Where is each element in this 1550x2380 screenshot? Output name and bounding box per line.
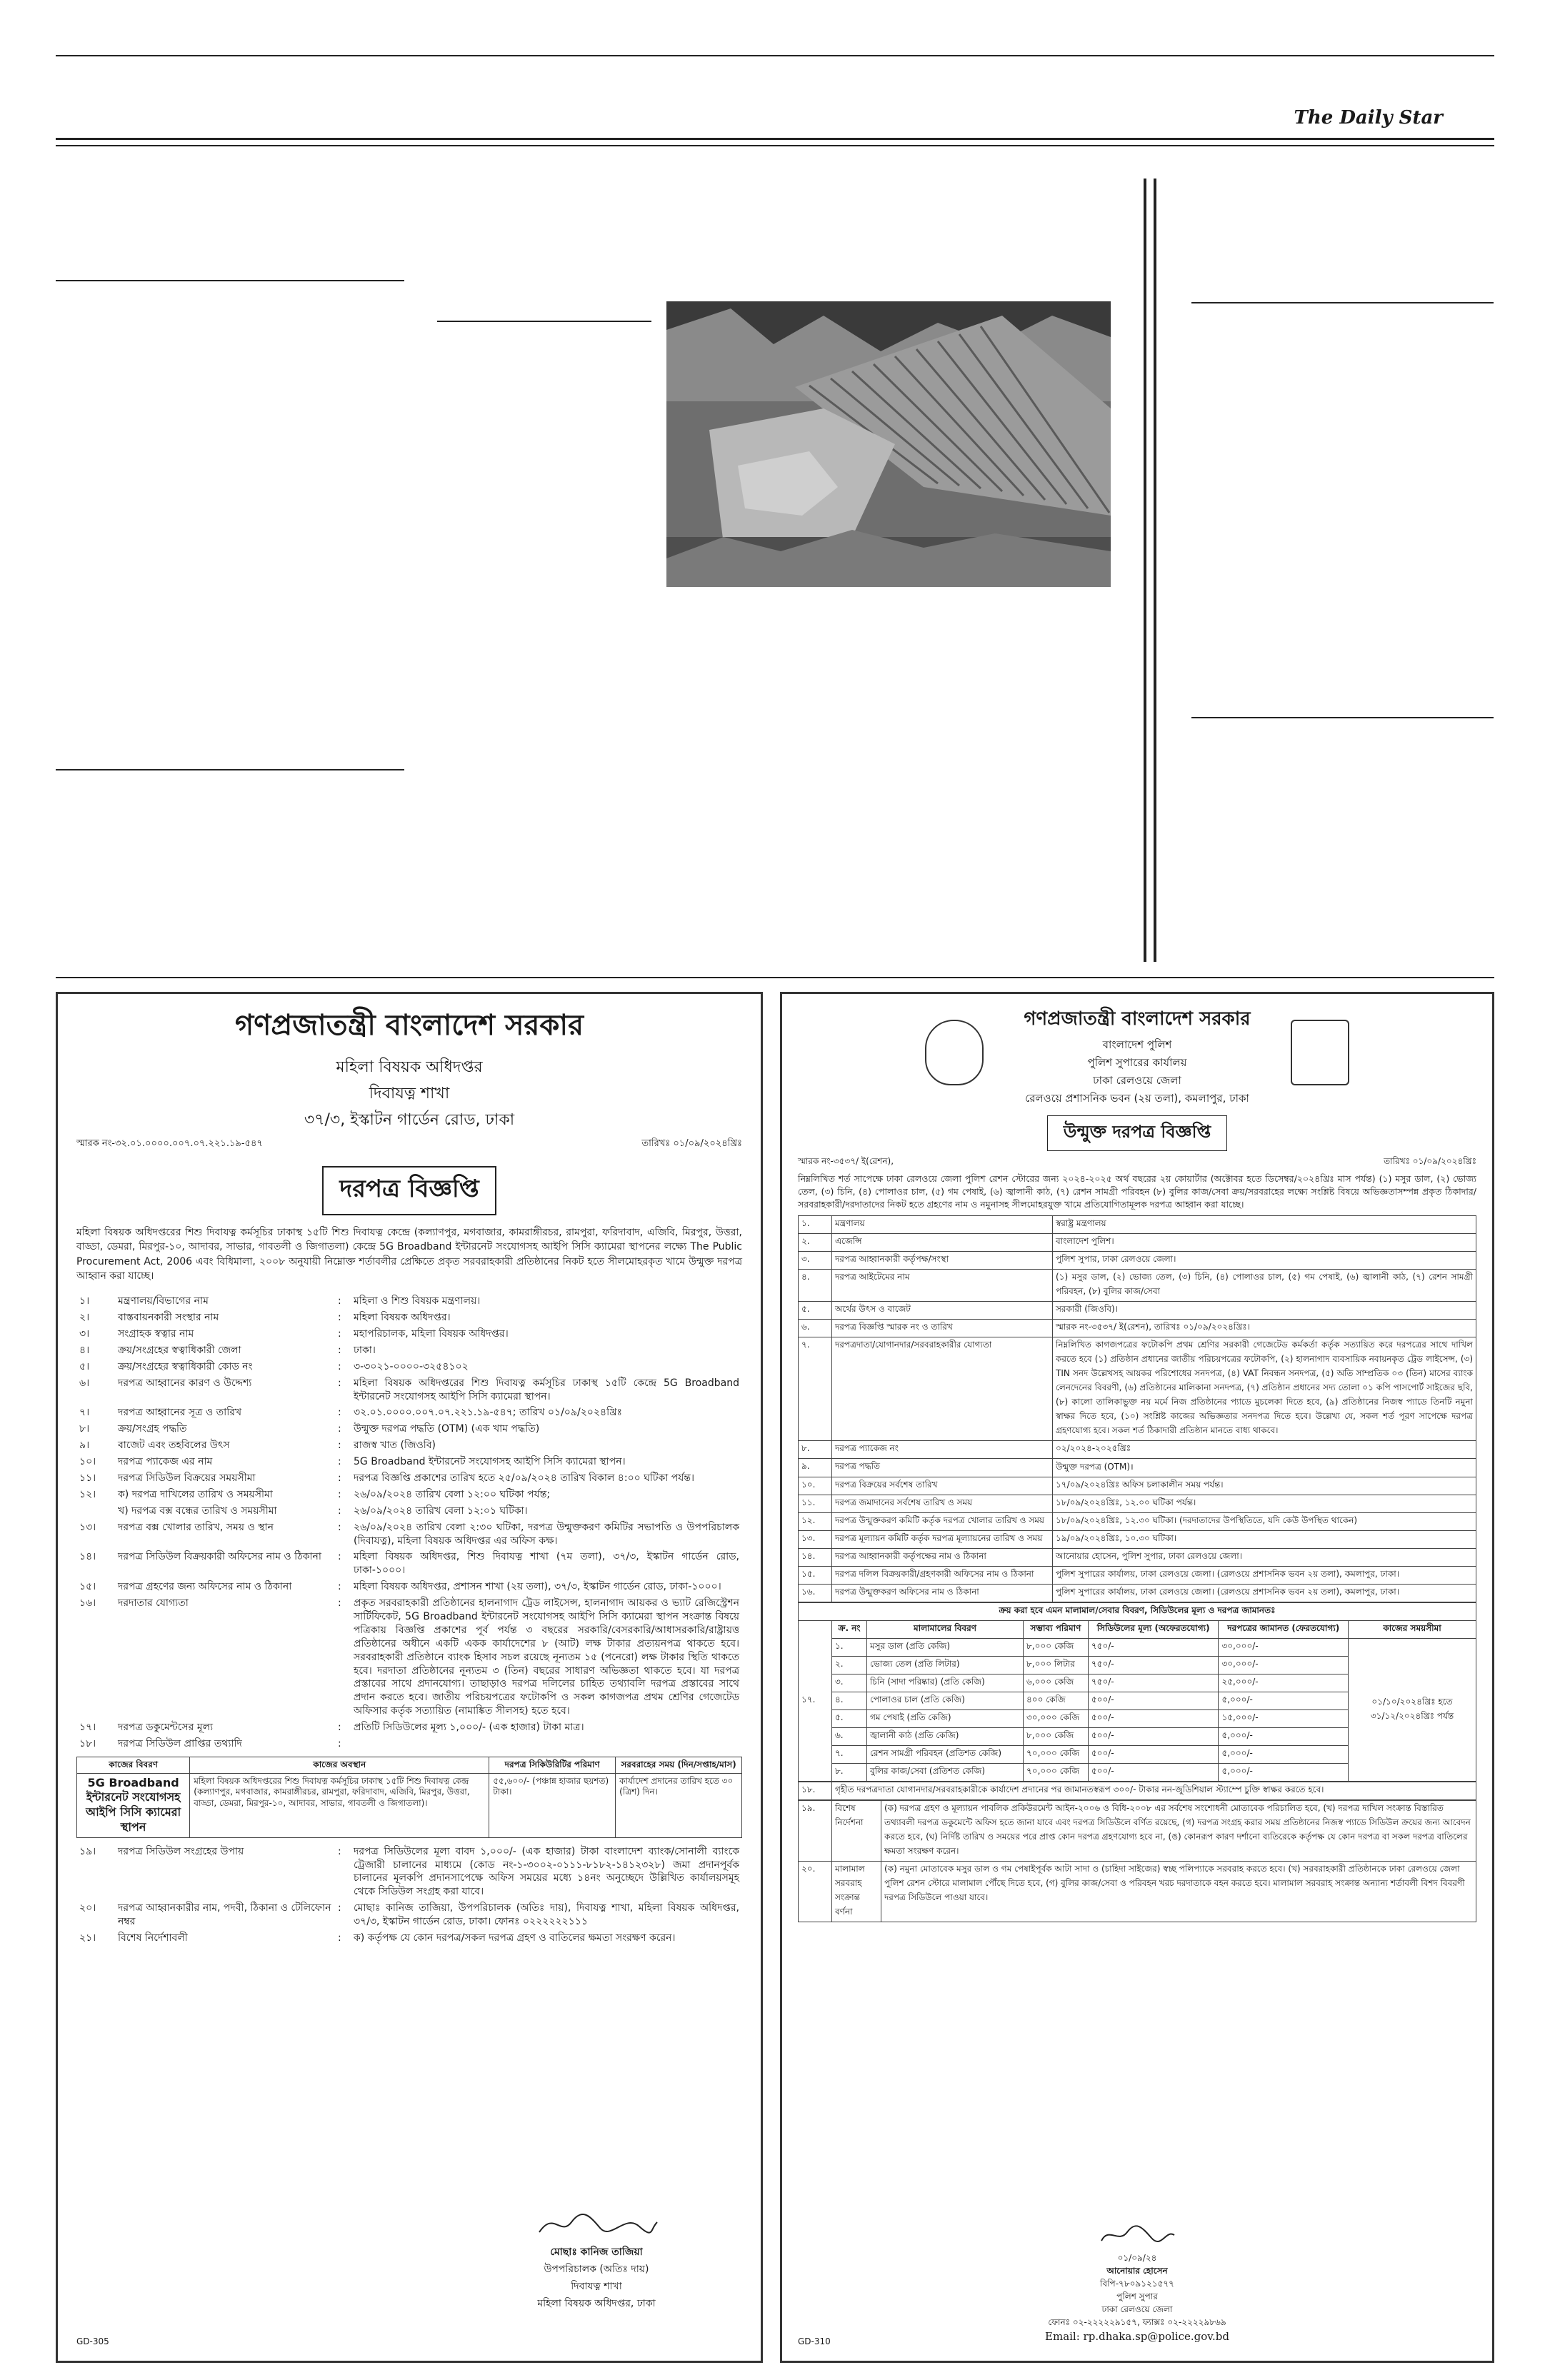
- term-row: [76, 1844, 742, 1901]
- term-key: দরপত্র আহ্বানকারী কর্তৃপক্ষের নাম ও ঠিকানা: [832, 1549, 1053, 1567]
- work-time: কার্যাদেশ প্রদানের তারিখ হতে ৩০ (ত্রিশ) দিন।: [616, 1773, 742, 1837]
- notice2-gd: GD-310: [798, 2336, 831, 2346]
- term-value: উন্মুক্ত দরপত্র পদ্ধতি (OTM) (এক খাম পদ্ধতি): [354, 1423, 540, 1435]
- term-number: ২।: [79, 1312, 90, 1324]
- term-row: [799, 1477, 1476, 1495]
- row19-number: ১৯.: [799, 1801, 832, 1862]
- notice2-terms-table-2: [798, 1782, 1476, 1800]
- row20-text: (ক) নমুনা মোতাবেক মসুর ডাল ও গম পেষাইপূর্বক আটা সাদা ও (চাহিদা সাইজের) স্বচ্ছ পলিপ্যাকে সরবরাহ করতে হবে। (খ) সরবরাহকারী প্রতিষ্ঠানকে ঢাকা রেলওয়ে জেলা পুলিশ রেশন স্টোরে মালামাল পৌঁছে দিতে হবে, (গ) বুলির কাজ/সেবা ও পরিবহন খরচ দরদাতাকে বহন করতে হবে। মালামাল সরবরাহ সংক্রান্ত অন্যান্য শর্তাবলী বিশদ বিবরণী দরপত্র সিডিউলে পাওয়া যাবে।: [881, 1862, 1476, 1922]
- term-value: রাজস্ব খাত (জিওবি): [354, 1440, 436, 1452]
- term-row: [76, 1405, 742, 1421]
- notice2-memo: স্মারক নং-৩৫৩৭/ ই(রেশন),: [798, 1156, 894, 1166]
- items-caption: ক্রয় করা হবে এমন মালামাল/সেবার বিবরণ, সিডিউলের মূল্য ও দরপত্র জামানতঃ: [799, 1603, 1476, 1621]
- term-number: ১১।: [79, 1472, 96, 1484]
- term-number: ২০।: [79, 1902, 96, 1914]
- work-header-location: কাজের অবস্থান: [190, 1757, 489, 1773]
- term-number: ৬.: [799, 1320, 832, 1337]
- term-colon: :: [338, 1344, 341, 1356]
- header-rule-1: [56, 138, 1494, 140]
- item-cell: পোলাওর চাল (প্রতি কেজি): [867, 1692, 1024, 1710]
- items-header-desc: মালামালের বিবরণ: [867, 1621, 1024, 1639]
- items-header-period: কাজের সময়সীমা: [1349, 1621, 1476, 1639]
- items-header-price: সিডিউলের মূল্য (অফেরতযোগ্য): [1088, 1621, 1219, 1639]
- term-row: [76, 1503, 742, 1520]
- notice2-address: রেলওয়ে প্রশাসনিক ভবন (২য় তলা), কমলাপুর, ঢাকা: [1025, 1092, 1249, 1105]
- term-colon: :: [338, 1377, 341, 1389]
- term-key: দরদাতার যোগ্যতা: [118, 1597, 189, 1610]
- term-number: ১৫।: [79, 1581, 96, 1593]
- term-value: ২৬/০৯/২০২৪ তারিখ বেলা ১২:০০ ঘটিকা পর্যন্ত;: [354, 1488, 551, 1500]
- term-key: ক্রয়/সংগ্রহের স্বত্বাধিকারী জেলা: [118, 1344, 241, 1356]
- term-number: ৮।: [79, 1423, 90, 1435]
- work-desc: 5G Broadband ইন্টারনেট সংযোগসহ আইপি সিসি ক্যামেরা স্থাপন: [77, 1773, 190, 1837]
- term-value: মহাপরিচালক, মহিলা বিষয়ক অধিদপ্তর।: [354, 1327, 509, 1340]
- term-key: দরপত্র ডকুমেন্টসের মূল্য: [118, 1722, 214, 1734]
- item-cell: ৫০০/-: [1088, 1692, 1219, 1710]
- term-key: ক্রয়/সংগ্রহের স্বত্বাধিকারী কোড নং: [118, 1360, 253, 1372]
- term-key: খ) দরপত্র বক্স বন্ধের তারিখ ও সময়সীমা: [118, 1505, 277, 1517]
- row17-number: ১৭.: [799, 1621, 832, 1782]
- term-row: [76, 1293, 742, 1310]
- item-cell: চিনি (সাদা পরিষ্কার) (প্রতি কেজি): [867, 1674, 1024, 1692]
- item-cell: ৭০,০০০ কেজি: [1024, 1764, 1089, 1782]
- item-cell: ৭৫০/-: [1088, 1657, 1219, 1674]
- vertical-rule-1: [1144, 179, 1146, 962]
- notice2-sig-bp: বিপি-৭৮০৯১২১৫৭৭: [1100, 2279, 1174, 2289]
- term-number: ১৩।: [79, 1521, 96, 1533]
- term-number: ১৭।: [79, 1722, 96, 1734]
- item-cell: ২৫,০০০/-: [1219, 1674, 1349, 1692]
- item-cell: ৩০,০০০/-: [1219, 1639, 1349, 1657]
- item-cell: ৪.: [832, 1692, 867, 1710]
- item-cell: ৮,০০০ কেজি: [1024, 1728, 1089, 1746]
- tender-notice-women-affairs: [56, 992, 763, 2363]
- term-number: ৭.: [799, 1337, 832, 1441]
- term-number: ৫.: [799, 1302, 832, 1320]
- item-cell: ৫,০০০/-: [1219, 1692, 1349, 1710]
- term-colon: :: [338, 1472, 341, 1484]
- row20-key: মালামাল সরবরাহ সংক্রান্ত বর্ণনা: [832, 1862, 881, 1922]
- term-number: ১.: [799, 1216, 832, 1234]
- term-value: পুলিশ সুপারের কার্যালয়, ঢাকা রেলওয়ে জেলা। (রেলওয়ে প্রশাসনিক ভবন ২য় তলা), কমলাপুর, ঢাকা।: [1053, 1567, 1476, 1585]
- notice2-sig-name: আনোয়ার হোসেন: [1106, 2266, 1168, 2276]
- notice2-sig-date: ০১/০৯/২৪: [1117, 2253, 1157, 2263]
- term-number: ২১।: [79, 1932, 96, 1944]
- term-row: [76, 1930, 742, 1947]
- term-row: [76, 1454, 742, 1470]
- row19-key: বিশেষ নির্দেশনা: [832, 1801, 881, 1862]
- item-cell: ৫.: [832, 1710, 867, 1728]
- item-cell: ৫,০০০/-: [1219, 1728, 1349, 1746]
- term-key: দরপত্র উন্মুক্তকরণ কমিটি কর্তৃক দরপত্র খোলার তারিখ ও সময়: [832, 1513, 1053, 1531]
- items-header-security: দরপত্রের জামানত (ফেরতযোগ্য): [1219, 1621, 1349, 1639]
- term-value: দরপত্র সিডিউলের মূল্য বাবদ ১,০০০/- (এক হাজার) টাকা বাংলাদেশ ব্যাংক/সোনালী ব্যাংকে ট্রেজারী চালানের মাধ্যমে (কোড নং-১-৩০০২-০১১১-৮১৮২-১৪১২৩২৮) জমা প্রদানপূর্বক চালানের মূলকপি প্রদানসাপেক্ষে অফিস সময়ের মধ্যে ১৪নং অনুচ্ছেদে উল্লিখিত কার্যালয়সমূহ থেকে সিডিউল সংগ্রহ করা যাবে।: [354, 1845, 739, 1898]
- term-row: [76, 1437, 742, 1454]
- term-number: ১৪.: [799, 1549, 832, 1567]
- notice1-memo: স্মারক নং-৩২.০১.০০০০.০০৭.০৭.২২১.১৯-৫৪৭: [76, 1138, 263, 1149]
- term-colon: :: [338, 1845, 341, 1857]
- term-row: [76, 1900, 742, 1930]
- term-key: দরপত্র সিডিউল বিক্রয়ের সময়সীমা: [118, 1472, 256, 1484]
- term-colon: :: [338, 1902, 341, 1914]
- term-number: ৫।: [79, 1360, 90, 1372]
- term-row: [76, 1719, 742, 1736]
- notice1-govt: গণপ্রজাতন্ত্রী বাংলাদেশ সরকার: [235, 1009, 584, 1042]
- notice1-terms-table-2: [76, 1844, 742, 1947]
- term-key: দরপত্র জমাদানের সর্বশেষ তারিখ ও সময়: [832, 1495, 1053, 1513]
- term-row: [76, 1375, 742, 1405]
- term-value: মহিলা ও শিশু বিষয়ক মন্ত্রণালয়।: [354, 1295, 481, 1307]
- term-colon: :: [338, 1440, 341, 1452]
- term-colon: :: [338, 1738, 341, 1750]
- work-header-time: সরবরাহের সময় (দিন/সপ্তাহ/মাস): [616, 1757, 742, 1773]
- term-number: ১।: [79, 1295, 90, 1307]
- item-cell: ১.: [832, 1639, 867, 1657]
- term-key: দরপত্রদাতা/যোগানদার/সরবরাহকারীর যোগ্যতা: [832, 1337, 1053, 1441]
- item-cell: ৪০০ কেজি: [1024, 1692, 1089, 1710]
- term-row: [76, 1549, 742, 1579]
- term-key: দরপত্র প্যাকেজ এর নাম: [118, 1456, 213, 1468]
- term-key: মন্ত্রণালয়: [832, 1216, 1053, 1234]
- term-value: স্মারক নং-৩৫৩৭/ ই(রেশন), তারিখঃ ০১/০৯/২০২৪খ্রিঃ।: [1053, 1320, 1476, 1337]
- notice2-sig-title: পুলিশ সুপার: [1116, 2291, 1158, 2301]
- notice1-work-table: [76, 1757, 742, 1838]
- term-key: ক্রয়/সংগ্রহ পদ্ধতি: [118, 1423, 187, 1435]
- term-number: ৭।: [79, 1407, 90, 1419]
- item-cell: রেশন সামগ্রী পরিবহন (প্রতিশত কেজি): [867, 1746, 1024, 1764]
- notice2-terms-table: [798, 1215, 1476, 1602]
- term-value: স্বরাষ্ট্র মন্ত্রণালয়: [1053, 1216, 1476, 1234]
- top-rule: [56, 55, 1494, 56]
- item-cell: ৭৫০/-: [1088, 1639, 1219, 1657]
- term-number: ১৮।: [79, 1738, 96, 1750]
- notice1-sig-title1: উপপরিচালক (অতিঃ দায়): [544, 2264, 649, 2275]
- term-value: মহিলা বিষয়ক অধিদপ্তরের শিশু দিবাযত্ন কর্মসূচির ঢাকাস্থ ১৫টি কেন্দ্রে 5G Broadband ইন্টারনেট সংযোগসহ আইপি সিসি ক্যামেরা স্থাপন।: [354, 1377, 739, 1402]
- term-row: [799, 1320, 1476, 1337]
- term-value: ৩-৩০২১-০০০০-৩২৫৪১০২: [354, 1360, 469, 1372]
- term-number: ১২.: [799, 1513, 832, 1531]
- item-cell: ১৫,০০০/-: [1219, 1710, 1349, 1728]
- term-number: ১০.: [799, 1477, 832, 1495]
- item-cell: গম পেষাই (প্রতি কেজি): [867, 1710, 1024, 1728]
- term-value: সরকারী (জিওবি)।: [1053, 1302, 1476, 1320]
- term-value: ঢাকা।: [354, 1344, 376, 1356]
- term-value: মহিলা বিষয়ক অধিদপ্তর।: [354, 1312, 451, 1324]
- term-key: দরপত্র আহ্বানের কারণ ও উদ্দেশ্য: [118, 1377, 252, 1389]
- term-key: বিশেষ নির্দেশাবলী: [118, 1932, 188, 1944]
- term-colon: :: [338, 1521, 341, 1533]
- term-row: [76, 1470, 742, 1487]
- term-colon: :: [338, 1407, 341, 1419]
- news-photo: [666, 301, 1111, 587]
- term-number: ৪.: [799, 1270, 832, 1302]
- term-row: [799, 1495, 1476, 1513]
- term-row: [76, 1342, 742, 1359]
- term-row: [799, 1270, 1476, 1302]
- railway-police-emblem-icon: [1291, 1020, 1349, 1085]
- item-cell: ৩.: [832, 1674, 867, 1692]
- notice2-date: তারিখঃ ০১/০৯/২০২৪খ্রিঃ: [1384, 1156, 1476, 1166]
- term-colon: :: [338, 1488, 341, 1500]
- notice1-gd: GD-305: [76, 2336, 109, 2346]
- term-row: [799, 1337, 1476, 1441]
- term-value: ০২/২০২৪-২০২৫খ্রিঃ: [1053, 1441, 1476, 1459]
- item-cell: ৫,০০০/-: [1219, 1746, 1349, 1764]
- item-row: [799, 1639, 1476, 1657]
- notice1-branch: দিবাযত্ন শাখা: [369, 1085, 450, 1103]
- term-number: ৩.: [799, 1252, 832, 1270]
- term-number: ১৬।: [79, 1597, 96, 1610]
- term-row: [76, 1487, 742, 1503]
- term-row: [799, 1252, 1476, 1270]
- term-number: ১৫.: [799, 1567, 832, 1585]
- item-cell: ৬,০০০ কেজি: [1024, 1674, 1089, 1692]
- term-key: বাস্তবায়নকারী সংস্থার নাম: [118, 1312, 219, 1324]
- notice2-govt: গণপ্রজাতন্ত্রী বাংলাদেশ সরকার: [1024, 1008, 1251, 1030]
- term-key: দরপত্র মূল্যায়ন কমিটি কর্তৃক দরপত্র মূল্যায়নের তারিখ ও সময়: [832, 1531, 1053, 1549]
- term-row: [799, 1585, 1476, 1602]
- term-key: দরপত্র বিক্রয়ের সর্বশেষ তারিখ: [832, 1477, 1053, 1495]
- term-key: এজেন্সি: [832, 1234, 1053, 1252]
- term-value: ১৮/০৯/২০২৪খ্রিঃ, ১২.০০ ঘটিকা পর্যন্ত।: [1053, 1495, 1476, 1513]
- row18-number: ১৮.: [799, 1782, 832, 1800]
- notice2-office: পুলিশ সুপারের কার্যালয়: [1087, 1056, 1187, 1069]
- term-row: [76, 1359, 742, 1375]
- term-key: দরপত্র উন্মুক্তকরণ অফিসের নাম ও ঠিকানা: [832, 1585, 1053, 1602]
- item-cell: ভোজ্য তেল (প্রতি লিটার): [867, 1657, 1024, 1674]
- item-cell: ২.: [832, 1657, 867, 1674]
- notice1-terms-table: [76, 1293, 742, 1752]
- term-row: [76, 1520, 742, 1550]
- term-colon: :: [338, 1581, 341, 1593]
- term-value: উন্মুক্ত দরপত্র (OTM)।: [1053, 1459, 1476, 1477]
- police-emblem-icon: [925, 1020, 984, 1085]
- term-row: [799, 1567, 1476, 1585]
- masthead: The Daily Star: [1294, 107, 1443, 129]
- term-number: ১৪।: [79, 1551, 96, 1563]
- term-number: ১১.: [799, 1495, 832, 1513]
- item-cell: মসুর ডাল (প্রতি কেজি): [867, 1639, 1024, 1657]
- term-key: অর্থের উৎস ও বাজেট: [832, 1302, 1053, 1320]
- term-key: দরপত্র সিডিউল সংগ্রহের উপায়: [118, 1845, 244, 1857]
- item-cell: ৫০০/-: [1088, 1746, 1219, 1764]
- notice1-sig-title3: মহিলা বিষয়ক অধিদপ্তর, ঢাকা: [537, 2298, 656, 2309]
- column-rule-left-1: [56, 280, 404, 281]
- term-value: ১৮/০৯/২০২৪খ্রিঃ, ১২.৩০ ঘটিকা। (দরদাতাদের উপস্থিতিতে, যদি কেউ উপস্থিত থাকেন): [1053, 1513, 1476, 1531]
- term-number: ৮.: [799, 1441, 832, 1459]
- term-row: [799, 1531, 1476, 1549]
- term-number: ১২।: [79, 1488, 96, 1500]
- term-colon: :: [338, 1327, 341, 1340]
- term-number: ১০।: [79, 1456, 96, 1468]
- row18-text: গৃহীত দরপত্রদাতা যোগানদার/সরবরাহকারীকে কার্যাদেশ প্রদানের পর জামানতস্বরূপ ৩০০/- টাকার নন-জুডিশিয়াল স্ট্যাম্পে চুক্তি স্বাক্ষর করতে হবে।: [832, 1782, 1476, 1800]
- tender-notice-railway-police: [780, 992, 1494, 2363]
- vertical-rule-2: [1154, 179, 1156, 962]
- item-cell: ৫০০/-: [1088, 1764, 1219, 1782]
- item-cell: ৫০০/-: [1088, 1710, 1219, 1728]
- items-header-qty: সম্ভাব্য পরিমাণ: [1024, 1621, 1089, 1639]
- term-number: [76, 1503, 115, 1520]
- row20-number: ২০.: [799, 1862, 832, 1922]
- work-location: মহিলা বিষয়ক অধিদপ্তরের শিশু দিবাযত্ন কর্মসূচির ঢাকাস্থ ১৫টি শিশু দিবাযত্ন কেন্দ্র (কল্যাণপুর, মগবাজার, কামরাঙ্গীরচর, রামপুরা, ফরিদাবাদ, এজিবি, মিরপুর, উত্তরা, বাড্ডা, ডেমরা, মিরপুর-১০, আদাবর, সাভার, গাবতলী ও জিগাতলা)।: [190, 1773, 489, 1837]
- notice1-sig-title2: দিবাযত্ন শাখা: [571, 2281, 622, 2292]
- item-cell: ৮,০০০ কেজি: [1024, 1639, 1089, 1657]
- term-value: বাংলাদেশ পুলিশ।: [1053, 1234, 1476, 1252]
- work-header-desc: কাজের বিবরণ: [77, 1757, 190, 1773]
- notice2-intro: নিম্নলিখিত শর্ত সাপেক্ষে ঢাকা রেলওয়ে জেলা পুলিশ রেশন স্টোরের জন্য ২০২৪-২০২৫ অর্থ বছরের ২য় কোয়ার্টার (অক্টোবর হতে ডিসেম্বর/২০২৪খ্রিঃ মাস পর্যন্ত) (১) মসুর ডাল, (২) ভোজ্য তেল, (৩) চিনি, (৪) পোলাওর চাল, (৫) গম পেষাই, (৬) জ্বালানী কাঠ, (৭) রেশন সামগ্রী পরিবহন (৮) বুলির কাজ/সেবা ক্রয়/সরবরাহের লক্ষ্যে সংশ্লিষ্ট বিষয়ে অভিজ্ঞতাসম্পন্ন প্রকৃত ঠিকাদার/সরবরাহকারী/দরদাতাদের নিকট হতে গ্রহণের নাম ও নমুনাসহ সীলমোহরযুক্ত খামে প্রতিযোগিতামূলক দরপত্র আহ্বান করা যাচ্ছে।: [798, 1173, 1476, 1210]
- term-colon: :: [338, 1360, 341, 1372]
- term-key: দরপত্র আইটেমের নাম: [832, 1270, 1053, 1302]
- work-security: ৫৫,৬০০/- (পঞ্চান্ন হাজার ছয়শত) টাকা।: [489, 1773, 616, 1837]
- term-value: ১৭/০৯/২০২৪খ্রিঃ অফিস চলাকালীন সময় পর্যন্ত।: [1053, 1477, 1476, 1495]
- term-key: দরপত্র আহ্বানের সূত্র ও তারিখ: [118, 1407, 242, 1419]
- work-header-security: দরপত্র সিকিউরিটির পরিমাণ: [489, 1757, 616, 1773]
- notice1-signatory: মোছাঃ কানিজ তাজিয়া: [550, 2246, 643, 2258]
- term-colon: :: [338, 1722, 341, 1734]
- term-value: 5G Broadband ইন্টারনেট সংযোগসহ আইপি সিসি ক্যামেরা স্থাপন।: [354, 1456, 626, 1468]
- term-value: দরপত্র বিজ্ঞপ্তি প্রকাশের তারিখ হতে ২৫/০৯/২০২৪ তারিখ বিকাল ৪:০০ ঘটিকা পর্যন্ত।: [354, 1472, 695, 1484]
- term-row: [799, 1459, 1476, 1477]
- column-rule-right-2: [1191, 717, 1494, 718]
- term-value: প্রকৃত সরবরাহকারী প্রতিষ্ঠানের হালনাগাদ ট্রেড লাইসেন্স, হালনাগাদ আয়কর ও ভ্যাট রেজিস্ট্রেশন সার্টিফিকেট, 5G Broadband ইন্টারনেট সংযোগসহ আইপি সিসি ক্যামেরা স্থাপন সংক্রান্ত বিষয়ে পত্রিকায় বিজ্ঞপ্তি প্রকাশের পূর্ব পর্যন্ত ৩ বছরের সরকারি/বেসরকারি/আধাসরকারি/রাষ্ট্রায়ত্ত প্রতিষ্ঠানের অধীনে একটি একক কার্যাদেশের ৮ (আট) লক্ষ টাকার প্রত্যয়নপত্র থাকতে হবে। সরবরাহকারী প্রতিষ্ঠানে ব্যাংক হিসাব সচল রয়েছে নূন্যতম ১৫ (পনেরো) লক্ষ টাকার স্থিতি থাকতে হবে। দরদাতা প্রতিষ্ঠানের নূন্যতম ৩ (তিন) বছরের সাধারণ অভিজ্ঞতা থাকতে হবে। যা দরপত্র প্রস্তাবের সাথে প্রদানযোগ্য। তাছাড়াও দরপত্র দলিলের চাহিত তথ্যাবলি দরপত্র প্রস্তাবের সাথে প্রদান করতে হবে। জাতীয় পরিচয়পত্রের ফটোকপি ও সকল কাগজপত্র প্রথম শ্রেণির গেজেটেড অফিসার কর্তৃক সত্যায়িত (নামাঙ্কিত সীলসহ) হতে হবে।: [354, 1597, 739, 1717]
- notice1-dept: মহিলা বিষয়ক অধিদপ্তর: [336, 1058, 483, 1076]
- term-row: [799, 1216, 1476, 1234]
- notice2-email[interactable]: Email: rp.dhaka.sp@police.gov.bd: [1045, 2330, 1229, 2343]
- item-cell: ৭৫০/-: [1088, 1674, 1219, 1692]
- term-key: দরপত্র পদ্ধতি: [832, 1459, 1053, 1477]
- term-row: [76, 1736, 742, 1752]
- item-cell: ৭০,০০০ কেজি: [1024, 1746, 1089, 1764]
- term-colon: :: [338, 1295, 341, 1307]
- item-cell: ৮.: [832, 1764, 867, 1782]
- term-value: প্রতিটি সিডিউলের মূল্য ১,০০০/- (এক হাজার) টাকা মাত্র।: [354, 1722, 584, 1734]
- term-number: ৯।: [79, 1440, 90, 1452]
- term-colon: :: [338, 1505, 341, 1517]
- term-key: দরপত্র বিজ্ঞপ্তি স্মারক নং ও তারিখ: [832, 1320, 1053, 1337]
- term-value: ৩২.০১.০০০০.০০৭.০৭.২২১.১৯-৫৪৭; তারিখ ০১/০৯/২০২৪খ্রিঃ: [354, 1407, 622, 1419]
- term-row: [799, 1549, 1476, 1567]
- term-row: [76, 1421, 742, 1437]
- term-colon: :: [338, 1932, 341, 1944]
- item-cell: ৫০০/-: [1088, 1728, 1219, 1746]
- item-cell: বুলির কাজ/সেবা (প্রতিশত কেজি): [867, 1764, 1024, 1782]
- term-value: পুলিশ সুপার, ঢাকা রেলওয়ে জেলা।: [1053, 1252, 1476, 1270]
- term-key: দরপত্র আহ্বানকারী কর্তৃপক্ষ/সংস্থা: [832, 1252, 1053, 1270]
- notice2-sig-district: ঢাকা রেলওয়ে জেলা: [1101, 2304, 1173, 2314]
- column-rule-left-2: [56, 769, 404, 770]
- notice1-signature-mark: [532, 2208, 661, 2241]
- term-key: ক) দরপত্র দাখিলের তারিখ ও সময়সীমা: [118, 1488, 273, 1500]
- item-cell: জ্বালানী কাঠ (প্রতি কেজি): [867, 1728, 1024, 1746]
- term-value: (১) মসুর ডাল, (২) ভোজ্য তেল, (৩) চিনি, (৪) পোলাওর চাল, (৫) গম পেষাই, (৬) জ্বালানী কাঠ, (৭) রেশন সামগ্রী পরিবহন, (৮) বুলির কাজ/সেবা: [1053, 1270, 1476, 1302]
- term-colon: :: [338, 1423, 341, 1435]
- term-colon: :: [338, 1597, 341, 1610]
- term-row: [76, 1595, 742, 1719]
- item-cell: ৮,০০০ লিটার: [1024, 1657, 1089, 1674]
- term-number: ১৬.: [799, 1585, 832, 1602]
- term-row: [799, 1513, 1476, 1531]
- term-value: [351, 1736, 742, 1752]
- term-row: [76, 1579, 742, 1595]
- term-key: দরপত্র সিডিউল প্রাপ্তির তথ্যাদি: [118, 1738, 242, 1750]
- notice2-items-table: [798, 1602, 1476, 1782]
- term-number: ১৯।: [79, 1845, 96, 1857]
- term-value: ২৬/০৯/২০২৪ তারিখ বেলা ১২:০১ ঘটিকা।: [354, 1505, 528, 1517]
- notice2-terms-table-3: [798, 1800, 1476, 1922]
- term-key: সংগ্রাহক স্বত্বার নাম: [118, 1327, 194, 1340]
- term-value: ২৬/০৯/২০২৪ তারিখ বেলা ২:৩০ ঘটিকা, দরপত্র উন্মুক্তকরণ কমিটির সভাপতি ও উপপরিচালক (দিবাযত্ন), মহিলা বিষয়ক অধিদপ্তর এর অফিস কক্ষ।: [354, 1521, 739, 1547]
- term-value: ক) কর্তৃপক্ষ যে কোন দরপত্র/সকল দরপত্র গ্রহণ ও বাতিলের ক্ষমতা সংরক্ষণ করেন।: [354, 1932, 676, 1944]
- collapsed-house-image: [666, 301, 1111, 587]
- term-value: আনোয়ার হোসেন, পুলিশ সুপার, ঢাকা রেলওয়ে জেলা।: [1053, 1549, 1476, 1567]
- term-number: ৪।: [79, 1344, 90, 1356]
- term-colon: :: [338, 1456, 341, 1468]
- term-colon: :: [338, 1312, 341, 1324]
- term-key: দরপত্র সিডিউল বিক্রয়কারী অফিসের নাম ও ঠিকানা: [118, 1551, 321, 1563]
- term-number: ১৩.: [799, 1531, 832, 1549]
- item-cell: ৭.: [832, 1746, 867, 1764]
- notice2-district: ঢাকা রেলওয়ে জেলা: [1093, 1074, 1181, 1087]
- term-key: দরপত্র দলিল বিক্রয়কারী/গ্রহণকারী অফিসের নাম ও ঠিকানা: [832, 1567, 1053, 1585]
- term-value: ১৯/০৯/২০২৪খ্রিঃ, ১০.৩০ ঘটিকা।: [1053, 1531, 1476, 1549]
- term-number: ২.: [799, 1234, 832, 1252]
- notice1-intro: মহিলা বিষয়ক অধিদপ্তরের শিশু দিবাযত্ন কর্মসূচির ঢাকাস্থ ১৫টি শিশু দিবাযত্ন কেন্দ্রে (কল্যাণপুর, মগবাজার, কামরাঙ্গীরচর, রামপুরা, ফরিদাবাদ, এজিবি, মিরপুর, উত্তরা, বাড্ডা, ডেমরা, মিরপুর-১০, আদাবর, সাভার, গাবতলী ও জিগাতলা) কেন্দ্রে 5G Broadband ইন্টারনেট সংযোগসহ আইপি সিসি ক্যামেরা স্থাপনের লক্ষ্যে The Public Procurement Act, 2006 এবং বিধিমালা, ২০০৮ অনুযায়ী নিম্নোক্ত শর্তাবলীর প্রেক্ষিতে প্রকৃত সরবরাহকারী প্রতিষ্ঠানের নিকট হতে সীলমোহরকৃত খামে উন্মুক্ত দরপত্র আহ্বান করা যাচ্ছে।: [76, 1227, 742, 1282]
- items-header-sl: ক্র. নং: [832, 1621, 867, 1639]
- item-cell: ৬.: [832, 1728, 867, 1746]
- column-rule-right-1: [1191, 302, 1494, 303]
- item-cell: ৩০,০০০ কেজি: [1024, 1710, 1089, 1728]
- term-row: [76, 1326, 742, 1342]
- term-value: মহিলা বিষয়ক অধিদপ্তর, প্রশাসন শাখা (২য় তলা), ৩৭/৩, ইস্কাটন গার্ডেন রোড, ঢাকা-১০০০।: [354, 1581, 721, 1593]
- notice2-signature-mark: [1094, 2222, 1180, 2248]
- term-colon: :: [338, 1551, 341, 1563]
- term-value: মোছাঃ কানিজ তাজিয়া, উপপরিচালক (অতিঃ দায়), দিবাযত্ন শাখা, মহিলা বিষয়ক অধিদপ্তর, ৩৭/৩, ইস্কাটন গার্ডেন রোড, ঢাকা। ফোনঃ ০২২২২২২১১১: [354, 1902, 739, 1928]
- term-row: [799, 1302, 1476, 1320]
- term-row: [799, 1441, 1476, 1459]
- term-value: নিম্নলিখিত কাগজপত্রের ফটোকপি প্রথম শ্রেণির সরকারী গেজেটেড কর্মকর্তা কর্তৃক সত্যায়িত করে দরপত্রের সাথে দাখিল করতে হবে (১) প্রতিষ্ঠান প্রধানের জাতীয় পরিচয়পত্রের ফটোকপি, (২) হালনাগাদ ব্যবসায়িক নবায়নকৃত ট্রেড লাইসেন্স, (৩) TIN সনদ উল্লেখসহ আয়কর পরিশোধের সনদপত্র, (৪) VAT নিবন্ধন সনদপত্র, (৫) অতি সাম্প্রতিক ০৩ (তিন) মাসের ব্যাংক লেনদেনের বিবরণী, (৬) প্রতিষ্ঠানের মালিকানা সনদপত্র, (৭) প্রতিষ্ঠান প্রধানের সদ্য তোলা ০১ কপি পাসপোর্ট সাইজের ছবি, (৮) কালো তালিকাভুক্ত নয় মর্মে নিজ প্রতিষ্ঠানের প্যাডে মুচলেকা দিতে হবে, (৯) প্রতিষ্ঠানের নিজস্ব প্যাডে তিনটি নমুনা স্বাক্ষর দিতে হবে, (১০) সংশ্লিষ্ট কাজের অভিজ্ঞতার সনদপত্র দিতে হবে। উল্লেখ্য যে, সকল শর্ত পূরণ সাপেক্ষে দরপত্র গ্রহণযোগ্য হবে। সকল শর্ত ঠিকাদারী প্রতিষ্ঠান মানতে বাধ্য থাকবে।: [1053, 1337, 1476, 1441]
- term-value: পুলিশ সুপারের কার্যালয়, ঢাকা রেলওয়ে জেলা। (রেলওয়ে প্রশাসনিক ভবন ২য় তলা), কমলাপুর, ঢাকা।: [1053, 1585, 1476, 1602]
- notice1-address: ৩৭/৩, ইস্কাটন গার্ডেন রোড, ঢাকা: [304, 1111, 515, 1129]
- term-number: ৯.: [799, 1459, 832, 1477]
- term-key: বাজেট এবং তহবিলের উৎস: [118, 1440, 230, 1452]
- item-cell: ৩০,০০০/-: [1219, 1657, 1349, 1674]
- term-key: মন্ত্রণালয়/বিভাগের নাম: [118, 1295, 209, 1307]
- section-rule: [56, 977, 1494, 978]
- term-key: দরপত্র বক্স খোলার তারিখ, সময় ও স্থান: [118, 1521, 274, 1533]
- notice2-police: বাংলাদেশ পুলিশ: [1102, 1038, 1172, 1051]
- term-key: দরপত্র গ্রহণের জন্য অফিসের নাম ও ঠিকানা: [118, 1581, 292, 1593]
- term-number: ৩।: [79, 1327, 90, 1340]
- notice2-title: উন্মুক্ত দরপত্র বিজ্ঞপ্তি: [1047, 1115, 1227, 1151]
- term-row: [76, 1310, 742, 1326]
- notice1-date: তারিখঃ ০১/০৯/২০২৪খ্রিঃ: [641, 1138, 742, 1149]
- items-period: ০১/১০/২০২৪খ্রিঃ হতে ৩১/১২/২০২৪খ্রিঃ পর্যন্ত: [1349, 1639, 1476, 1782]
- column-rule-mid: [437, 321, 651, 322]
- item-cell: ৫,০০০/-: [1219, 1764, 1349, 1782]
- term-key: দরপত্র আহ্বানকারীর নাম, পদবী, ঠিকানা ও টেলিফোন নম্বর: [118, 1902, 331, 1928]
- term-number: ৬।: [79, 1377, 90, 1389]
- term-row: [799, 1234, 1476, 1252]
- notice2-sig-phone: ফোনঃ ০২-২২২২২৯১৫৭, ফ্যাক্সঃ ০২-২২২২৯৮৬৯: [1048, 2317, 1226, 2327]
- term-value: মহিলা বিষয়ক অধিদপ্তর, শিশু দিবাযত্ন শাখা (৭ম তলা), ৩৭/৩, ইস্কাটন গার্ডেন রোড, ঢাকা-১০০০।: [354, 1551, 739, 1577]
- row19-text: (ক) দরপত্র গ্রহণ ও মূল্যায়ন পাবলিক প্রকিউরমেন্ট আইন-২০০৬ ও বিধি-২০০৮ এর সর্বশেষ সংশোধনী মোতাবেক পরিচালিত হবে, (খ) দরপত্র দাখিল সংক্রান্ত বিস্তারিত তথ্যাবলী দরপত্র ডকুমেন্টে অফিস হতে জানা যাবে এবং দরপত্র সিডিউলে বর্ণিত রয়েছে, (গ) দরপত্র সংগ্রহ করার সময় প্রতিষ্ঠানের নিজস্ব প্যাডে সিডিউল ক্রয়ের জন্য আবেদন করতে হবে, (ঘ) নির্দিষ্ট তারিখ ও সময়ের পরে প্রাপ্ত কোন দরপত্র গ্রহণযোগ্য হবে না, (ঙ) কোনরূপ কারণ দর্শানো ব্যতিরেকে কর্তৃপক্ষ যে কোন দরপত্র বা সকল দরপত্র বাতিলের ক্ষমতা সংরক্ষণ করেন।: [881, 1801, 1476, 1862]
- notice1-title: দরপত্র বিজ্ঞপ্তি: [322, 1166, 496, 1215]
- header-rule-2: [56, 145, 1494, 146]
- term-key: দরপত্র প্যাকেজ নং: [832, 1441, 1053, 1459]
